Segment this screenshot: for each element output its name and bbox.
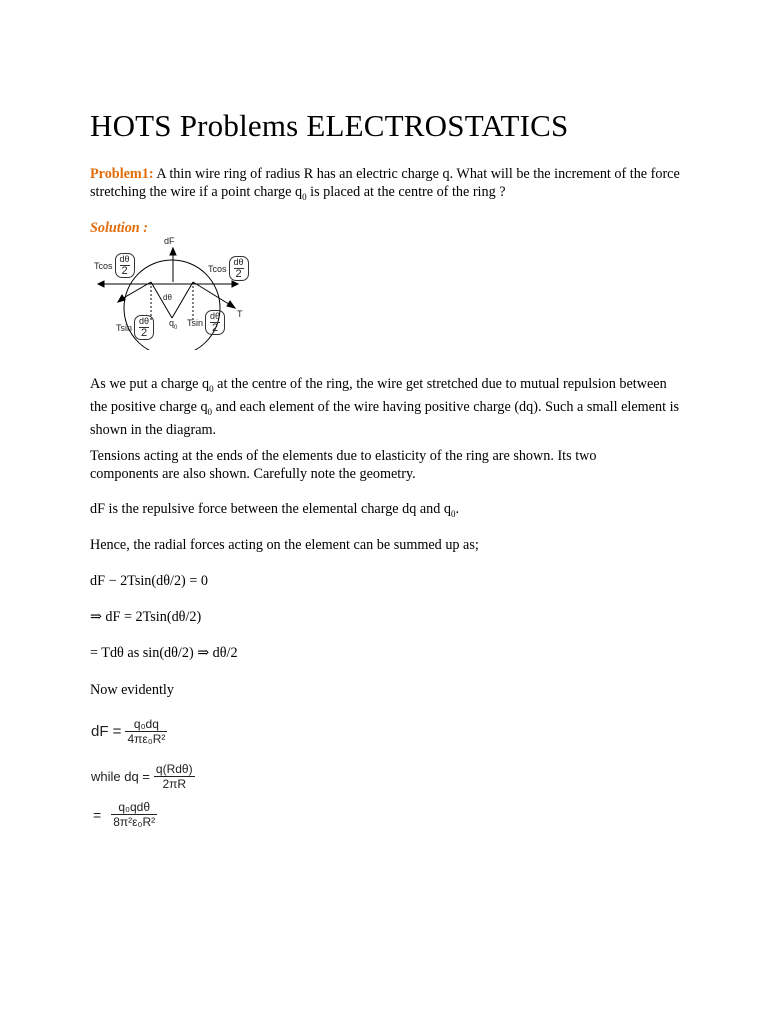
equation-1: dF − 2Tsin(dθ/2) = 0 [90,573,208,589]
tsin-left-frac [134,315,154,340]
formula-dF-lhs: dF = [91,723,122,740]
formula-dq-frac [154,762,195,791]
formula-dF-den: 4πε₀R² [127,732,166,746]
formula-result-den: 8π²ε₀R² [113,815,156,829]
p1-text-a: As we put a charge q [90,376,210,392]
tcos-left-num: dθ [119,254,130,264]
tcos-right-frac [229,256,249,281]
tsin-right-text: Tsin [187,317,204,328]
tsin-right-frac [205,310,225,335]
paragraph-2: Tensions acting at the ends of the elements due to elasticity of the ring are shown. Its two components are also shown. Carefully note the geometry. [90,448,597,482]
q0-text: q [169,318,175,328]
tcos-right-num: dθ [233,257,244,267]
tsin-right-num: dθ [210,311,221,321]
tsin-right-den: 2 [211,322,219,334]
tcos-right-text: Tcos [208,263,227,274]
problem-statement [90,165,690,206]
page-title: HOTS Problems ELECTROSTATICS [90,108,569,143]
p3-text-b: . [455,501,460,517]
diagram-tsin-left [116,315,154,340]
tsin-left-text: Tsin [116,322,133,333]
formula-result [93,800,157,829]
tcos-left-den: 2 [121,265,128,277]
diagram-q0-label [169,318,177,331]
diagram-tcos-right [208,256,249,281]
p1-text-c: and each element of the wire having positive charge (dq). Such a small element is shown in the diagram. [90,398,680,438]
problem-sub: 0 [302,191,307,202]
tsin-left-num: dθ [139,316,150,326]
tcos-right-den: 2 [235,268,242,280]
formula-dF-frac [125,717,167,746]
equation-3: = Tdθ as sin(dθ/2) ⇒ dθ/2 [90,645,238,661]
paragraph-1 [90,375,680,439]
diagram-dtheta-center: dθ [163,293,172,302]
formula-dq [91,762,195,791]
tsin-left-den: 2 [140,327,148,339]
formula-result-frac [111,800,157,829]
formula-result-lhs: = [93,806,102,823]
problem-text-end: is placed at the centre of the ring ? [306,184,506,200]
diagram-tsin-right [187,310,225,335]
p3-sub: 0 [451,508,456,519]
paragraph-4: Hence, the radial forces acting on the element can be summed up as; [90,537,479,553]
q0-sub: 0 [174,324,178,331]
diagram-T-label: T [237,309,243,319]
diagram-dF-label: dF [164,236,175,246]
formula-dq-lhs: while dq = [91,769,150,784]
p3-text-a: dF is the repulsive force between the elemental charge dq and q [90,501,451,517]
ring-diagram [88,232,268,350]
tcos-left-text: Tcos [94,260,113,271]
equation-2: ⇒ dF = 2Tsin(dθ/2) [90,609,202,625]
formula-dF [91,717,167,746]
formula-dq-den: 2πR [162,777,187,791]
formula-dF-num: q₀dq [125,717,167,732]
formula-result-num: q₀qdθ [111,800,157,815]
tcos-left-frac [115,253,135,278]
p1-text-b: at the centre of the ring, the wire get stretched due to mutual repulsion between the positive charge q [90,376,667,415]
paragraph-3 [90,500,690,523]
p1-sub-2: 0 [207,406,213,417]
p1-sub-1: 0 [209,383,214,394]
solution-heading: Solution : [90,220,148,236]
formula-dq-num: q(Rdθ) [155,762,193,776]
paragraph-5: Now evidently [90,682,174,698]
diagram-tcos-left [94,253,135,278]
problem-text: A thin wire ring of radius R has an electric charge q. What will be the increment of the force stretching the wire if a point charge q [90,166,680,200]
problem-label: Problem1: [90,166,154,182]
